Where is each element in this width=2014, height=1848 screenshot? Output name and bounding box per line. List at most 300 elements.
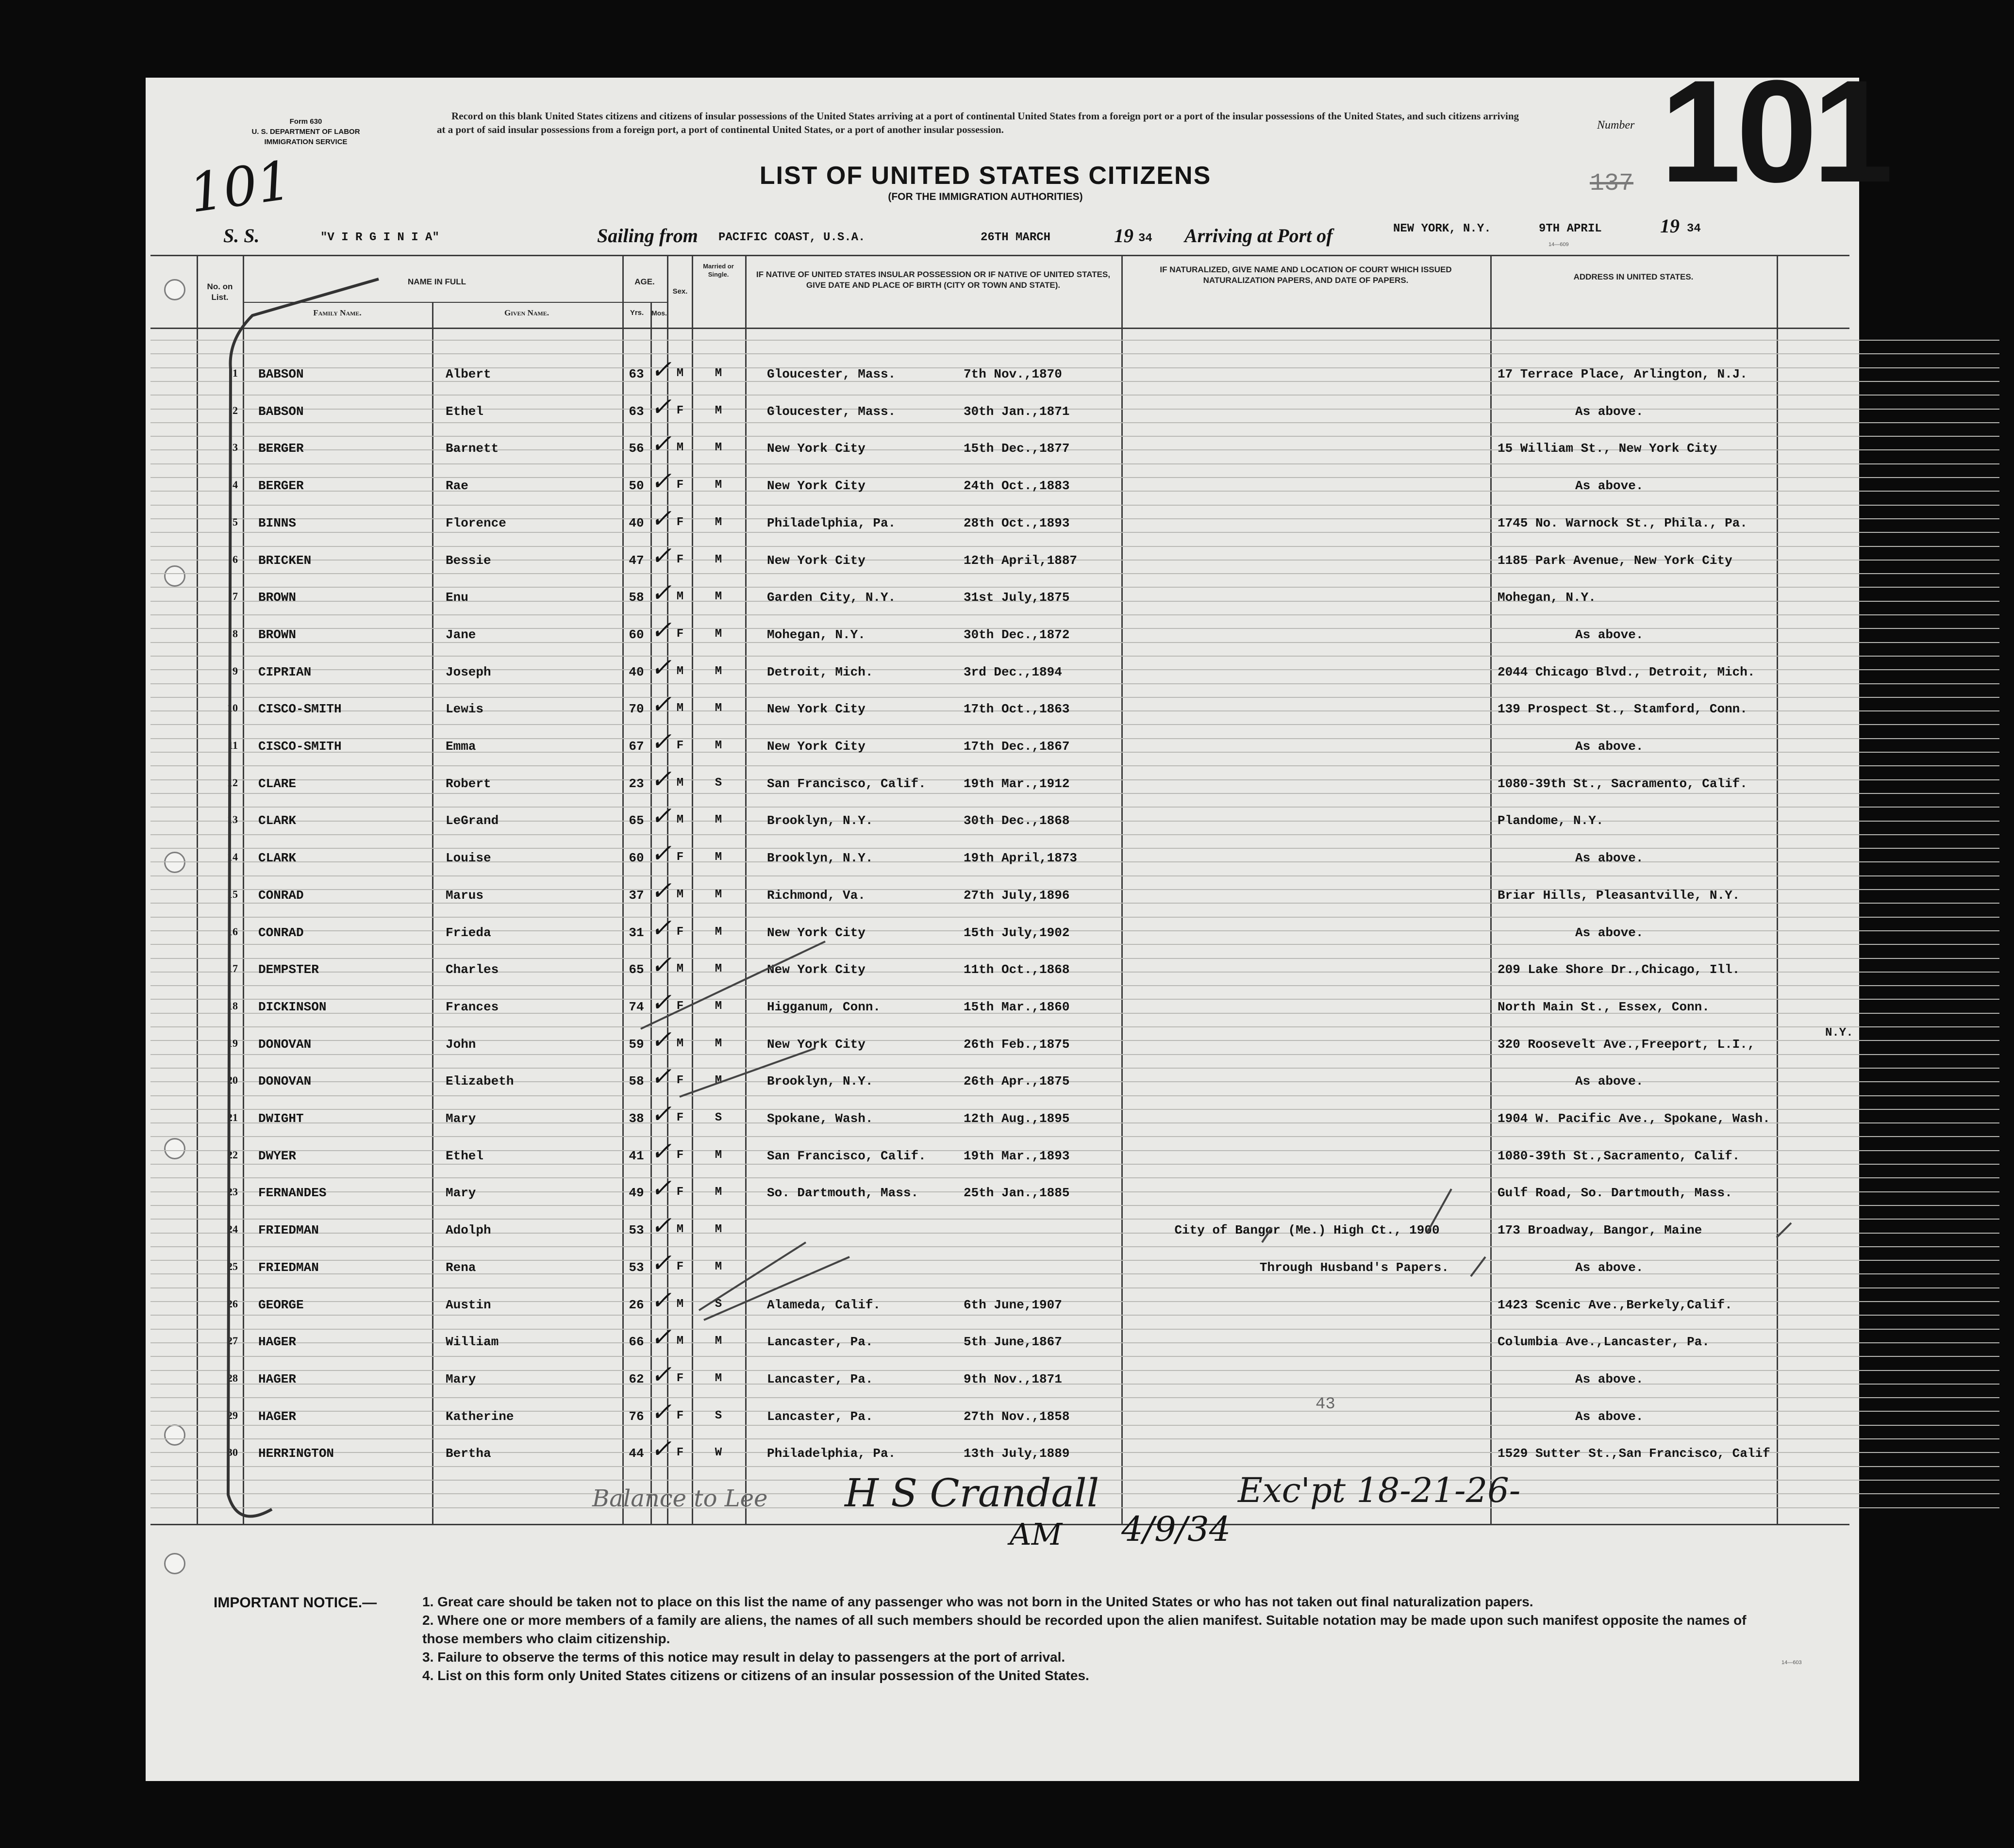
- cell-given: Frieda: [446, 925, 491, 940]
- header-months: Mos.: [651, 309, 667, 317]
- tick-mark: [1471, 1257, 1485, 1276]
- cell-place: New York City: [767, 962, 866, 977]
- check-mark: ✓: [650, 653, 672, 682]
- check-mark: ✓: [650, 1137, 672, 1166]
- check-mark: ✓: [650, 1174, 672, 1204]
- header-family-name: Family Name.: [313, 308, 362, 317]
- cell-date: 30th Jan.,1871: [964, 404, 1070, 419]
- cell-no: 27: [227, 1335, 238, 1347]
- cell-age: 56: [629, 441, 644, 456]
- cell-age: 50: [629, 478, 644, 494]
- notice-item-4: 4. List on this form only United States citizens or citizens of an insular possession of the United States.: [422, 1668, 1089, 1683]
- cell-addr: As above.: [1575, 478, 1644, 494]
- cell-addr: Mohegan, N.Y.: [1498, 590, 1596, 605]
- notice-item-1: 1. Great care should be taken not to place on this list the name of any passenger who was not born in the United States or who has not taken out final naturalization papers.: [422, 1594, 1533, 1609]
- cell-addr: As above.: [1575, 1409, 1644, 1424]
- cell-given: Joseph: [446, 664, 491, 679]
- header-married-single: Married or Single.: [703, 263, 734, 278]
- header-given-name: Given Name.: [504, 308, 549, 317]
- cell-family: BERGER: [258, 441, 304, 456]
- cell-place: Richmond, Va.: [767, 888, 866, 903]
- cell-date: 9th Nov.,1871: [964, 1371, 1062, 1386]
- cell-age: 62: [629, 1371, 644, 1386]
- cell-age: 63: [629, 404, 644, 419]
- cell-age: 58: [629, 590, 644, 605]
- cell-place: Gloucester, Mass.: [767, 367, 896, 381]
- cell-given: Ethel: [446, 1148, 484, 1163]
- diagonal-stroke: [680, 1048, 816, 1097]
- cell-no: 1: [233, 367, 238, 379]
- cell-place: Brooklyn, N.Y.: [767, 851, 873, 866]
- cell-addr: 320 Roosevelt Ave.,Freeport, L.I.,: [1498, 1037, 1755, 1052]
- cell-date: 27th Nov.,1858: [964, 1409, 1070, 1424]
- cell-place: New York City: [767, 478, 866, 494]
- cell-ms: M: [715, 925, 722, 939]
- cell-ms: M: [715, 1186, 722, 1199]
- cell-no: 26: [227, 1297, 238, 1310]
- cell-addr: As above.: [1575, 851, 1644, 866]
- sailing-year: 34: [1138, 232, 1152, 245]
- cell-age: 67: [629, 739, 644, 754]
- cell-date: 17th Oct.,1863: [964, 702, 1070, 717]
- cell-place: Gloucester, Mass.: [767, 404, 896, 419]
- cell-family: BROWN: [258, 627, 297, 642]
- form-number: Form 630: [289, 117, 322, 126]
- cell-ms: M: [715, 1335, 722, 1348]
- cell-ms: M: [715, 664, 722, 678]
- cell-sex: F: [676, 627, 684, 641]
- cell-date: 7th Nov.,1870: [964, 367, 1062, 381]
- cell-family: CIPRIAN: [258, 664, 312, 679]
- cell-place: New York City: [767, 1037, 866, 1052]
- header-name-in-full: NAME IN FULL: [408, 277, 466, 286]
- cell-addr: 1904 W. Pacific Ave., Spokane, Wash.: [1498, 1111, 1770, 1126]
- cell-place: San Francisco, Calif.: [767, 776, 926, 791]
- cell-given: John: [446, 1037, 476, 1052]
- cell-sex: F: [676, 515, 684, 529]
- cell-given: Rae: [446, 478, 468, 494]
- check-mark: ✓: [650, 913, 672, 943]
- diagonal-stroke: [641, 941, 825, 1029]
- signature-note: Balance to Lee: [592, 1485, 768, 1512]
- cell-ms: M: [715, 553, 722, 566]
- cell-date: 30th Dec.,1868: [964, 813, 1070, 828]
- cell-age: 49: [629, 1186, 644, 1201]
- check-mark: ✓: [650, 690, 672, 720]
- cell-family: HAGER: [258, 1371, 297, 1386]
- cell-sex: F: [676, 1074, 684, 1088]
- cell-ms: M: [715, 1074, 722, 1088]
- cell-family: BERGER: [258, 478, 304, 494]
- cell-age: 74: [629, 999, 644, 1014]
- cell-addr: Briar Hills, Pleasantville, N.Y.: [1498, 888, 1740, 903]
- cell-date: 24th Oct.,1883: [964, 478, 1070, 494]
- cell-no: 4: [233, 478, 238, 491]
- cell-sex: F: [676, 1260, 684, 1273]
- cell-addr: 2044 Chicago Blvd., Detroit, Mich.: [1498, 664, 1755, 679]
- cell-sex: M: [676, 367, 684, 380]
- cell-no: 10: [227, 702, 238, 714]
- cell-family: GEORGE: [258, 1297, 304, 1312]
- cell-addr: As above.: [1575, 739, 1644, 754]
- check-mark: ✓: [650, 355, 672, 384]
- cell-ms: M: [715, 515, 722, 529]
- cell-ms: M: [715, 739, 722, 752]
- cell-family: FRIEDMAN: [258, 1260, 319, 1275]
- cell-age: 53: [629, 1260, 644, 1275]
- cell-ms: M: [715, 851, 722, 864]
- cell-ms: M: [715, 1371, 722, 1385]
- cell-addr: 1745 No. Warnock St., Phila., Pa.: [1498, 515, 1748, 530]
- cell-addr: Plandome, N.Y.: [1498, 813, 1604, 828]
- cell-sex: F: [676, 1111, 684, 1124]
- cell-sex: M: [676, 1037, 684, 1050]
- cell-place: New York City: [767, 925, 866, 940]
- cell-no: 15: [227, 888, 238, 900]
- number-label: Number: [1597, 119, 1635, 132]
- cell-given: Bessie: [446, 553, 491, 568]
- cell-age: 44: [629, 1446, 644, 1461]
- cell-given: Elizabeth: [446, 1074, 514, 1089]
- cell-age: 58: [629, 1074, 644, 1089]
- check-mark: ✓: [650, 615, 672, 645]
- cell-ms: M: [715, 367, 722, 380]
- arrival-date: 9TH APRIL: [1539, 222, 1602, 235]
- cell-sex: M: [676, 813, 684, 827]
- tick-mark: [1777, 1223, 1791, 1238]
- cell-place: San Francisco, Calif.: [767, 1148, 926, 1163]
- cell-given: Marus: [446, 888, 484, 903]
- cell-no: 5: [233, 515, 238, 528]
- cell-ms: M: [715, 404, 722, 417]
- cell-given: Robert: [446, 776, 491, 791]
- cell-age: 47: [629, 553, 644, 568]
- cell-no: 24: [227, 1223, 238, 1236]
- tick-mark: [1262, 1189, 1451, 1242]
- cell-date: 19th Mar.,1912: [964, 776, 1070, 791]
- form-service: IMMIGRATION SERVICE: [264, 138, 348, 146]
- cell-addr: As above.: [1575, 1074, 1644, 1089]
- cell-addr: 1529 Sutter St.,San Francisco, Calif: [1498, 1446, 1770, 1461]
- cell-ms: S: [715, 1409, 722, 1422]
- sailing-label: Sailing from: [597, 225, 698, 247]
- check-mark: ✓: [650, 727, 672, 757]
- cell-no: 3: [233, 441, 238, 454]
- arrival-year: 34: [1687, 222, 1701, 235]
- cell-given: Ethel: [446, 404, 484, 419]
- cell-ms: M: [715, 627, 722, 641]
- cell-age: 60: [629, 627, 644, 642]
- check-mark: ✓: [650, 1323, 672, 1353]
- check-mark: ✓: [650, 988, 672, 1017]
- cell-date: 15th July,1902: [964, 925, 1070, 940]
- cell-addr: 17 Terrace Place, Arlington, N.J.: [1498, 367, 1748, 381]
- cell-family: DONOVAN: [258, 1074, 312, 1089]
- cell-no: 13: [227, 813, 238, 826]
- cell-place: Lancaster, Pa.: [767, 1409, 873, 1424]
- cell-no: 9: [233, 664, 238, 677]
- cell-family: CLARK: [258, 813, 297, 828]
- cell-family: HAGER: [258, 1335, 297, 1350]
- check-mark: ✓: [650, 504, 672, 533]
- cell-ms: M: [715, 1148, 722, 1162]
- check-mark: ✓: [650, 578, 672, 608]
- cell-ms: S: [715, 1297, 722, 1311]
- cell-given: LeGrand: [446, 813, 499, 828]
- cell-ms: M: [715, 590, 722, 604]
- cell-sex: M: [676, 1223, 684, 1237]
- form-department: U. S. DEPARTMENT OF LABOR: [251, 128, 360, 136]
- cell-addr: As above.: [1575, 404, 1644, 419]
- cell-place: Brooklyn, N.Y.: [767, 813, 873, 828]
- cell-date: 12th April,1887: [964, 553, 1078, 568]
- cell-age: 37: [629, 888, 644, 903]
- cell-family: FERNANDES: [258, 1186, 327, 1201]
- cell-ms: M: [715, 813, 722, 827]
- cell-sex: F: [676, 478, 684, 492]
- cell-sex: F: [676, 1186, 684, 1199]
- cell-addr: 139 Prospect St., Stamford, Conn.: [1498, 702, 1748, 717]
- diagonal-stroke: [704, 1257, 849, 1320]
- cell-given: Barnett: [446, 441, 499, 456]
- cell-ms: M: [715, 478, 722, 492]
- cell-addr: Columbia Ave.,Lancaster, Pa.: [1498, 1335, 1710, 1350]
- cell-family: DICKINSON: [258, 999, 327, 1014]
- check-mark: ✓: [650, 541, 672, 571]
- cell-place: Brooklyn, N.Y.: [767, 1074, 873, 1089]
- cell-place: Spokane, Wash.: [767, 1111, 873, 1126]
- cell-family: BABSON: [258, 367, 304, 381]
- cell-given: Mary: [446, 1371, 476, 1386]
- cell-no: 23: [227, 1186, 238, 1198]
- cell-date: 19th Mar.,1893: [964, 1148, 1070, 1163]
- cell-date: 3rd Dec.,1894: [964, 664, 1062, 679]
- exceptions-note: Exc'pt 18-21-26-: [1238, 1470, 1521, 1510]
- list-number: 101: [1660, 50, 1889, 213]
- check-mark: ✓: [650, 764, 672, 794]
- cell-no: 17: [227, 962, 238, 975]
- check-mark: ✓: [650, 1062, 672, 1092]
- cell-family: BRICKEN: [258, 553, 312, 568]
- header-naturalized: IF NATURALIZED, GIVE NAME AND LOCATION OF COURT WHICH ISSUED NATURALIZATION PAPERS, AND DATE OF PAPERS.: [1160, 265, 1452, 285]
- cell-date: 13th July,1889: [964, 1446, 1070, 1461]
- cell-addr: As above.: [1575, 1371, 1644, 1386]
- cell-no: 8: [233, 627, 238, 640]
- cell-date: 26th Apr.,1875: [964, 1074, 1070, 1089]
- cell-family: BABSON: [258, 404, 304, 419]
- cell-ms: S: [715, 776, 722, 790]
- cell-sex: M: [676, 702, 684, 715]
- cell-place: New York City: [767, 702, 866, 717]
- cell-ms: M: [715, 962, 722, 976]
- check-mark: ✓: [650, 839, 672, 869]
- notice-item-2: 2. Where one or more members of a family are aliens, the names of all such members should be recorded upon the alien manifest. Suitable notation may be made upon such manifest opposite the names of those members who claim citizenship.: [422, 1613, 1747, 1646]
- cell-date: 15th Dec.,1877: [964, 441, 1070, 456]
- cell-age: 53: [629, 1223, 644, 1238]
- cell-age: 65: [629, 813, 644, 828]
- cell-no: 30: [227, 1446, 238, 1459]
- notice-label: IMPORTANT NOTICE.—: [214, 1595, 377, 1611]
- cell-given: Austin: [446, 1297, 491, 1312]
- cell-sex: F: [676, 553, 684, 566]
- cell-place: Alameda, Calif.: [767, 1297, 881, 1312]
- cell-given: Bertha: [446, 1446, 491, 1461]
- cell-addr: As above.: [1575, 1260, 1644, 1275]
- cell-sex: F: [676, 1446, 684, 1460]
- page-title: LIST OF UNITED STATES CITIZENS: [759, 162, 1212, 190]
- cell-addr: As above.: [1575, 925, 1644, 940]
- cell-no: 14: [227, 851, 238, 863]
- sailing-year-prefix: 19: [1114, 225, 1133, 247]
- cell-family: BINNS: [258, 515, 297, 530]
- cell-no: 19: [227, 1037, 238, 1049]
- check-mark: ✓: [650, 876, 672, 906]
- cell-age: 70: [629, 702, 644, 717]
- print-code: 14—603: [1781, 1660, 1802, 1666]
- cell-given: Louise: [446, 851, 491, 866]
- check-mark: ✓: [650, 802, 672, 831]
- ship-name: "V I R G I N I A": [320, 231, 439, 244]
- cell-ms: M: [715, 999, 722, 1013]
- cell-age: 65: [629, 962, 644, 977]
- cell-addr: 1185 Park Avenue, New York City: [1498, 553, 1732, 568]
- check-mark: ✓: [650, 1248, 672, 1278]
- cell-age: 38: [629, 1111, 644, 1126]
- arrival-year-prefix: 19: [1660, 215, 1680, 237]
- cell-given: Enu: [446, 590, 468, 605]
- cell-age: 26: [629, 1297, 644, 1312]
- cell-date: 17th Dec.,1867: [964, 739, 1070, 754]
- cell-addr: 1080-39th St.,Sacramento, Calif.: [1498, 1148, 1740, 1163]
- cell-place: New York City: [767, 553, 866, 568]
- cell-date: 28th Oct.,1893: [964, 515, 1070, 530]
- cell-age: 41: [629, 1148, 644, 1163]
- cell-place: Philadelphia, Pa.: [767, 1446, 896, 1461]
- check-mark: ✓: [650, 467, 672, 496]
- cell-place: Garden City, N.Y.: [767, 590, 896, 605]
- cell-sex: F: [676, 1409, 684, 1422]
- cell-age: 59: [629, 1037, 644, 1052]
- print-code: 14—609: [1548, 242, 1569, 248]
- cell-no: 25: [227, 1260, 238, 1272]
- cell-sex: M: [676, 590, 684, 604]
- cell-no: 21: [227, 1111, 238, 1123]
- cell-given: Lewis: [446, 702, 484, 717]
- cell-family: HERRINGTON: [258, 1446, 334, 1461]
- cell-given: Adolph: [446, 1223, 491, 1238]
- cell-addr: North Main St., Essex, Conn.: [1498, 999, 1710, 1014]
- cell-family: DONOVAN: [258, 1037, 312, 1052]
- cell-given: Frances: [446, 999, 499, 1014]
- cell-place: New York City: [767, 441, 866, 456]
- cell-date: 25th Jan.,1885: [964, 1186, 1070, 1201]
- cell-addr: 209 Lake Shore Dr.,Chicago, Ill.: [1498, 962, 1740, 977]
- cell-sex: M: [676, 441, 684, 455]
- cell-family: DWIGHT: [258, 1111, 304, 1126]
- cell-given: Mary: [446, 1186, 476, 1201]
- cell-sex: F: [676, 1148, 684, 1162]
- page-subtitle: (FOR THE IMMIGRATION AUTHORITIES): [888, 191, 1083, 202]
- handwritten-list-number: 101: [185, 149, 295, 225]
- inspector-signature: H S Crandall: [845, 1470, 1099, 1516]
- cell-ms: M: [715, 1037, 722, 1050]
- cell-date: 27th July,1896: [964, 888, 1070, 903]
- cell-family: CISCO-SMITH: [258, 739, 342, 754]
- cell-date: 19th April,1873: [964, 851, 1078, 866]
- cell-no: 20: [227, 1074, 238, 1087]
- cell-no: 6: [233, 553, 238, 565]
- cell-sex: F: [676, 739, 684, 752]
- cell-age: 23: [629, 776, 644, 791]
- cell-age: 60: [629, 851, 644, 866]
- cell-date: 31st July,1875: [964, 590, 1070, 605]
- check-mark: ✓: [650, 1211, 672, 1241]
- cell-no: 28: [227, 1371, 238, 1384]
- header-birth: IF NATIVE OF UNITED STATES INSULAR POSSESSION OR IF NATIVE OF UNITED STATES, GIVE DATE AND PLACE OF BIRTH (CITY OR TOWN AND STATE).: [756, 270, 1111, 290]
- cell-age: 66: [629, 1335, 644, 1350]
- cell-given: Mary: [446, 1111, 476, 1126]
- form-instructions: Record on this blank United States citizens and citizens of insular possessions of the United States arriving at a port of continental United States from a foreign port or a port of the insular possessions of the United States, and such citizens arriving at a port of said insular possessions from a foreign port, a port of continental United States, or a port of another insular possession.: [437, 110, 1519, 135]
- cell-no: 18: [227, 999, 238, 1012]
- cell-place: Higganum, Conn.: [767, 999, 881, 1014]
- check-mark: ✓: [650, 429, 672, 459]
- cell-family: FRIEDMAN: [258, 1223, 319, 1238]
- cell-given: Jane: [446, 627, 476, 642]
- cell-sex: M: [676, 962, 684, 976]
- cell-no: 16: [227, 925, 238, 938]
- cell-no: 22: [227, 1148, 238, 1161]
- crossed-number: 137: [1590, 170, 1634, 198]
- cell-given: Florence: [446, 515, 506, 530]
- notice-item-3: 3. Failure to observe the terms of this notice may result in delay to passengers at the port of arrival.: [422, 1650, 1065, 1665]
- check-mark: ✓: [650, 951, 672, 980]
- date-note: 4/9/34: [1121, 1509, 1231, 1549]
- cell-addr: As above.: [1575, 627, 1644, 642]
- cell-date: 30th Dec.,1872: [964, 627, 1070, 642]
- cell-family: DWYER: [258, 1148, 297, 1163]
- cell-sex: F: [676, 999, 684, 1013]
- cell-family: CISCO-SMITH: [258, 702, 342, 717]
- check-mark: ✓: [650, 1397, 672, 1427]
- cell-no: 2: [233, 404, 238, 416]
- header-age: AGE.: [634, 277, 655, 286]
- cell-ms: W: [715, 1446, 722, 1460]
- check-mark: ✓: [650, 1360, 672, 1389]
- cell-family: CONRAD: [258, 888, 304, 903]
- cell-sex: F: [676, 925, 684, 939]
- cell-sex: M: [676, 776, 684, 790]
- cell-ms: M: [715, 888, 722, 901]
- cell-place: So. Dartmouth, Mass.: [767, 1186, 919, 1201]
- cell-ms: M: [715, 441, 722, 455]
- cell-date: 6th June,1907: [964, 1297, 1062, 1312]
- check-mark: ✓: [650, 1286, 672, 1315]
- address-note: N.Y.: [1825, 1026, 1853, 1040]
- cell-date: 12th Aug.,1895: [964, 1111, 1070, 1126]
- cell-age: 31: [629, 925, 644, 940]
- check-mark: ✓: [650, 392, 672, 422]
- cell-ms: M: [715, 1223, 722, 1237]
- cell-date: 5th June,1867: [964, 1335, 1062, 1350]
- cell-no: 7: [233, 590, 238, 603]
- cell-given: Albert: [446, 367, 491, 381]
- cell-family: CLARK: [258, 851, 297, 866]
- cell-addr: 1423 Scenic Ave.,Berkely,Calif.: [1498, 1297, 1732, 1312]
- cell-family: BROWN: [258, 590, 297, 605]
- cell-addr: Gulf Road, So. Dartmouth, Mass.: [1498, 1186, 1732, 1201]
- cell-ms: S: [715, 1111, 722, 1124]
- cell-no: 11: [228, 739, 238, 751]
